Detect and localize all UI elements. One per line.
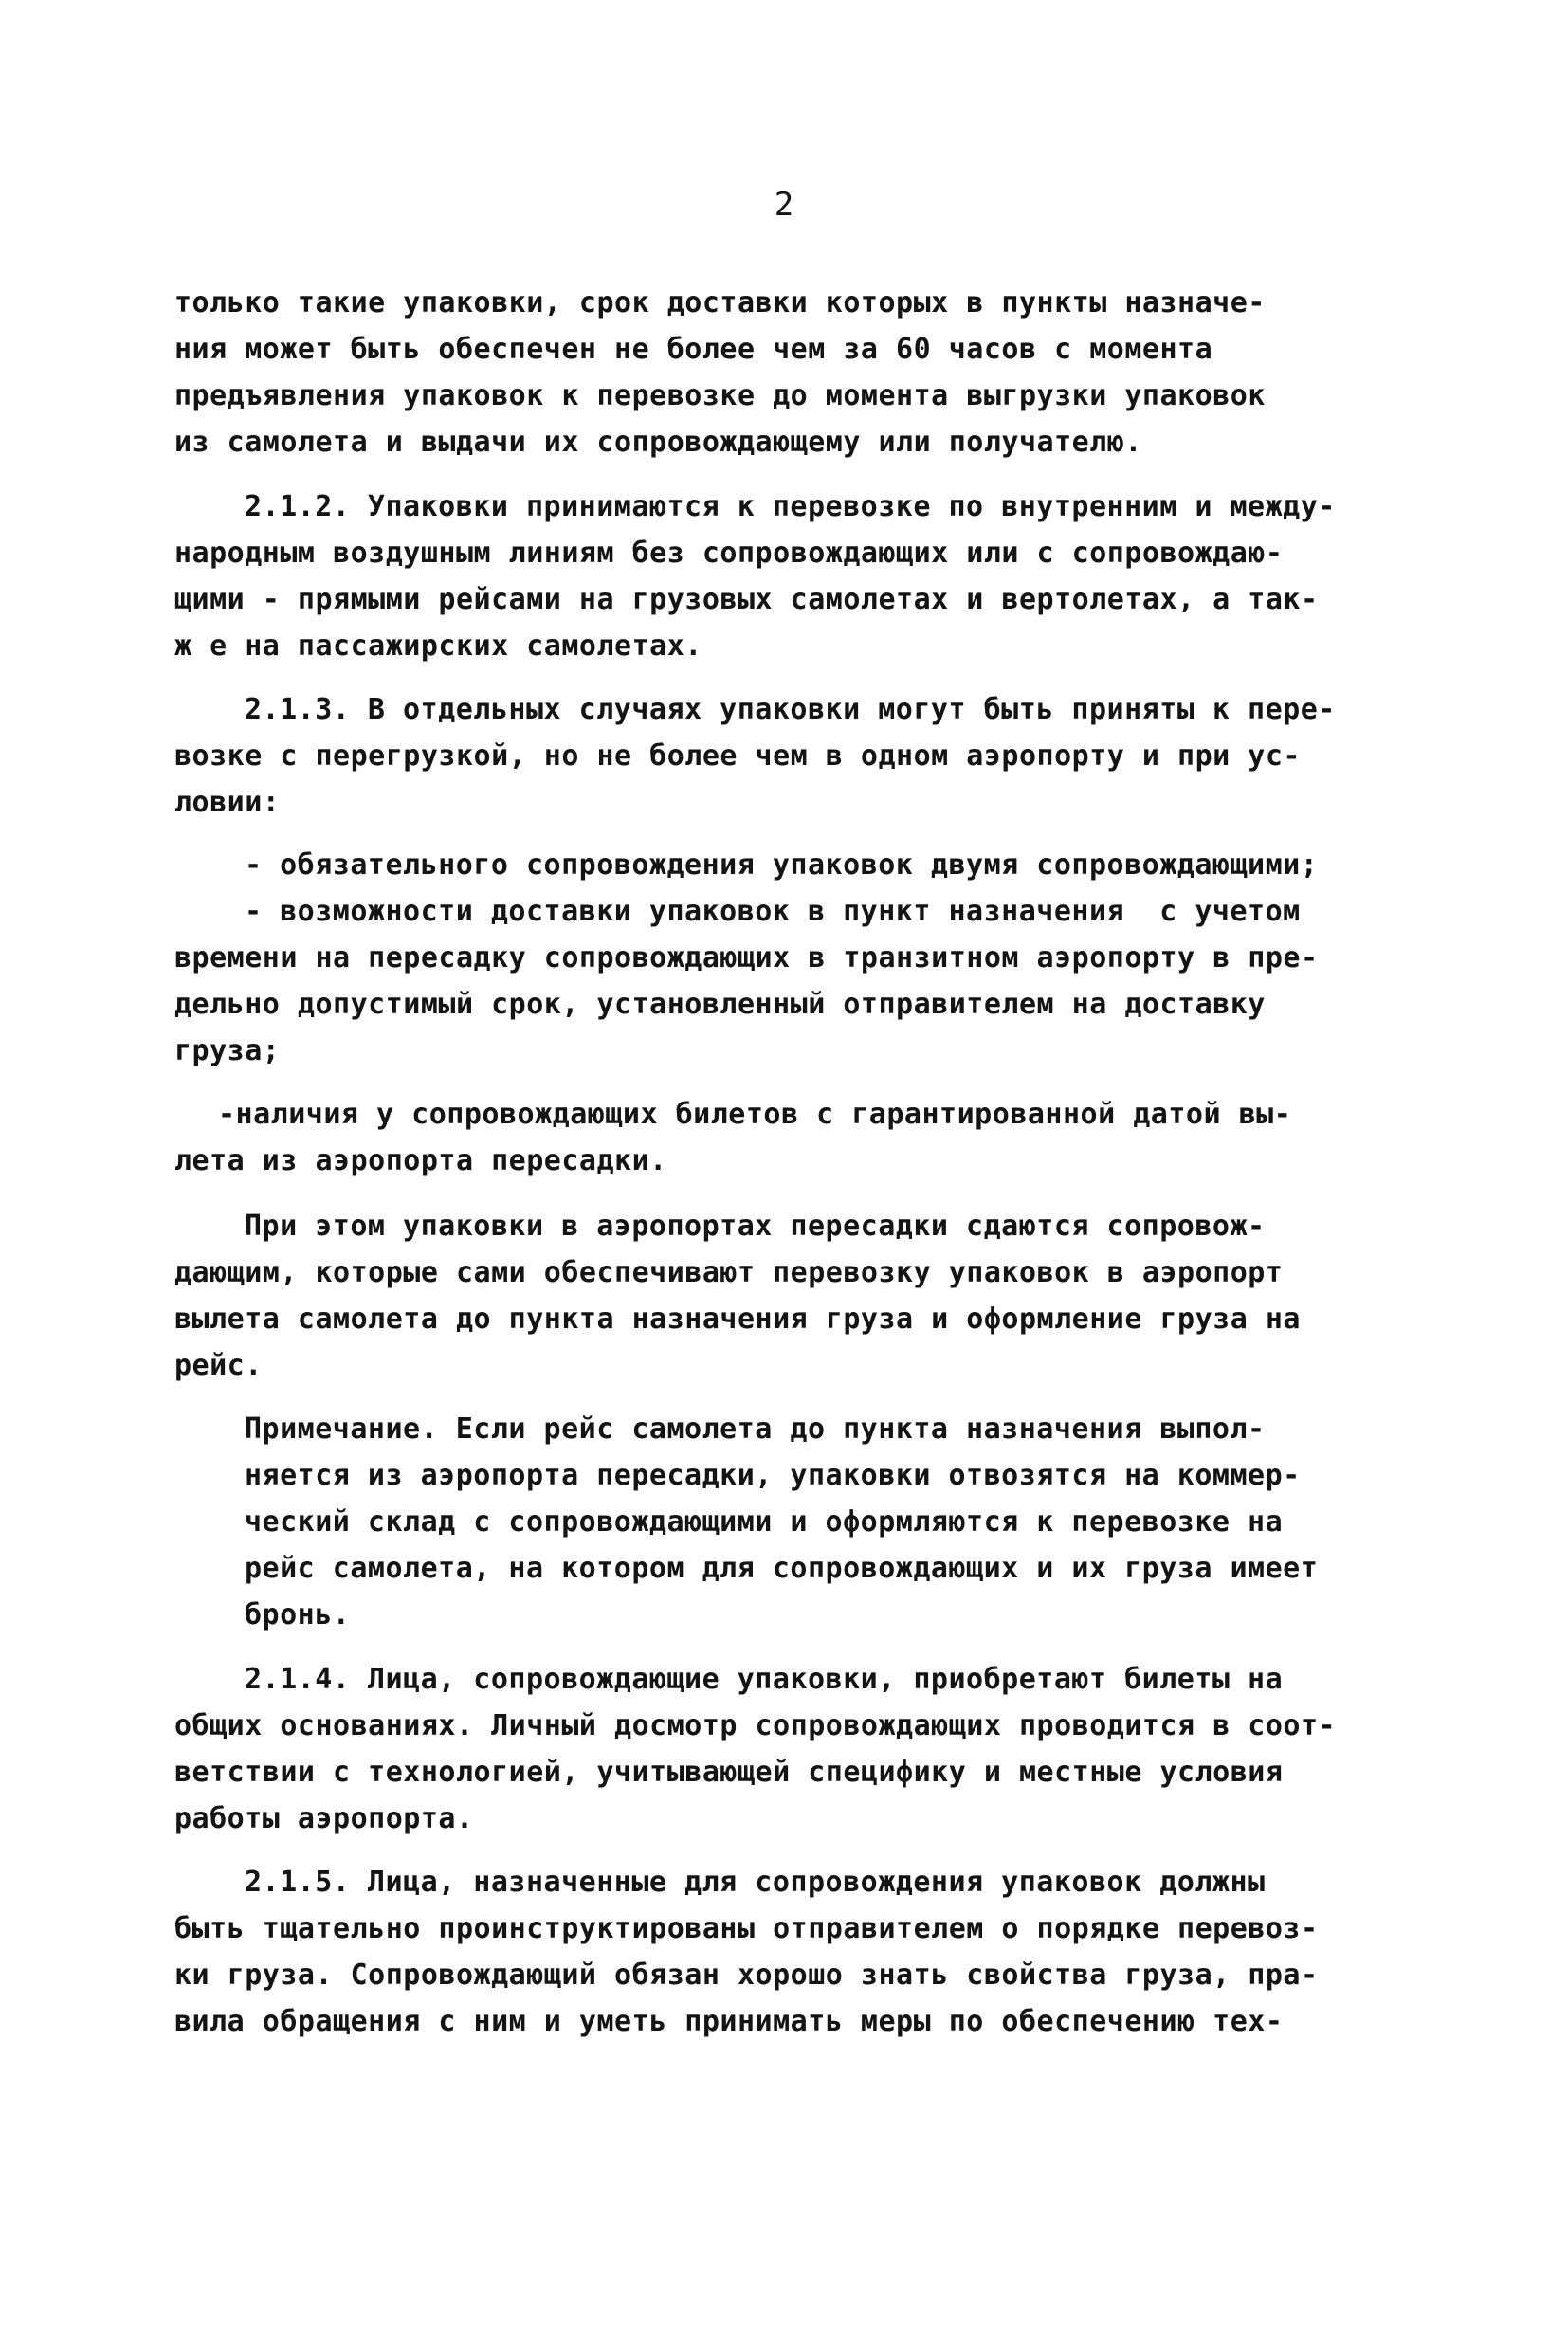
text-line: няется из аэропорта пересадки, упаковки отвозятся на коммер- — [245, 1459, 1301, 1492]
text-line: щими - прямыми рейсами на грузовых самолетах и вертолетах, а так- — [174, 583, 1319, 616]
text-line: При этом упаковки в аэропортах пересадки сдаются сопровож- — [245, 1210, 1266, 1243]
text-line: - возможности доставки упаковок в пункт назначения с учетом — [245, 895, 1301, 928]
text-line: - обязательного сопровождения упаковок двумя сопровождающими; — [245, 848, 1319, 882]
text-line: работы аэропорта. — [174, 1802, 474, 1835]
text-line: ния может быть обеспечен не более чем за 60 часов с момента — [174, 333, 1213, 366]
text-line: ки груза. Сопровождающий обязан хорошо знать свойства груза, пра- — [174, 1959, 1319, 1992]
page-number: 2 — [774, 186, 794, 224]
text-line: ветствии с технологией, учитывающей специфику и местные условия — [174, 1756, 1284, 1789]
text-line: -наличия у сопровождающих билетов с гарантированной датой вы- — [218, 1098, 1292, 1131]
text-line: 2.1.5. Лица, назначенные для сопровождения упаковок должны — [245, 1866, 1266, 1899]
text-line: из самолета и выдачи их сопровождающему или получателю. — [174, 426, 1142, 459]
text-line: только такие упаковки, срок доставки которых в пункты назначе- — [174, 286, 1266, 319]
text-line: времени на пересадку сопровождающих в транзитном аэропорту в пре- — [174, 941, 1319, 975]
text-line: ческий склад с сопровождающими и оформляются к перевозке на — [245, 1505, 1284, 1539]
text-line: 2.1.4. Лица, сопровождающие упаковки, приобретают билеты на — [245, 1663, 1284, 1696]
text-line: народным воздушным линиям без сопровождающих или с сопровождаю- — [174, 537, 1284, 570]
text-line: 2.1.3. В отдельных случаях упаковки могут быть приняты к пере- — [245, 693, 1336, 726]
text-line: бронь. — [245, 1598, 351, 1631]
text-line: рейс. — [174, 1349, 263, 1382]
text-line: предъявления упаковок к перевозке до момента выгрузки упаковок — [174, 379, 1266, 412]
text-line: дельно допустимый срок, установленный отправителем на доставку — [174, 988, 1266, 1021]
text-line: дающим, которые сами обеспечивают перевозку упаковок в аэропорт — [174, 1256, 1284, 1289]
text-line: 2.1.2. Упаковки принимаются к перевозке по внутренним и между- — [245, 490, 1336, 523]
text-line: возке с перегрузкой, но не более чем в одном аэропорту и при ус- — [174, 739, 1301, 773]
text-line: ловии: — [174, 786, 281, 819]
text-line: груза; — [174, 1034, 281, 1067]
text-line: общих основаниях. Личный досмотр сопровождающих проводится в соот- — [174, 1709, 1337, 1742]
text-line: лета из аэропорта пересадки. — [174, 1144, 667, 1177]
text-line: вила обращения с ним и уметь принимать меры по обеспечению тех- — [174, 2005, 1284, 2038]
text-line: ж е на пассажирских самолетах. — [174, 629, 702, 663]
text-line: рейс самолета, на котором для сопровождающих и их груза имеет — [245, 1552, 1319, 1585]
text-line: быть тщательно проинструктированы отправителем о порядке перевоз- — [174, 1912, 1319, 1945]
text-line: вылета самолета до пункта назначения груза и оформление груза на — [174, 1303, 1301, 1336]
text-line: Примечание. Если рейс самолета до пункта назначения выпол- — [245, 1412, 1266, 1446]
